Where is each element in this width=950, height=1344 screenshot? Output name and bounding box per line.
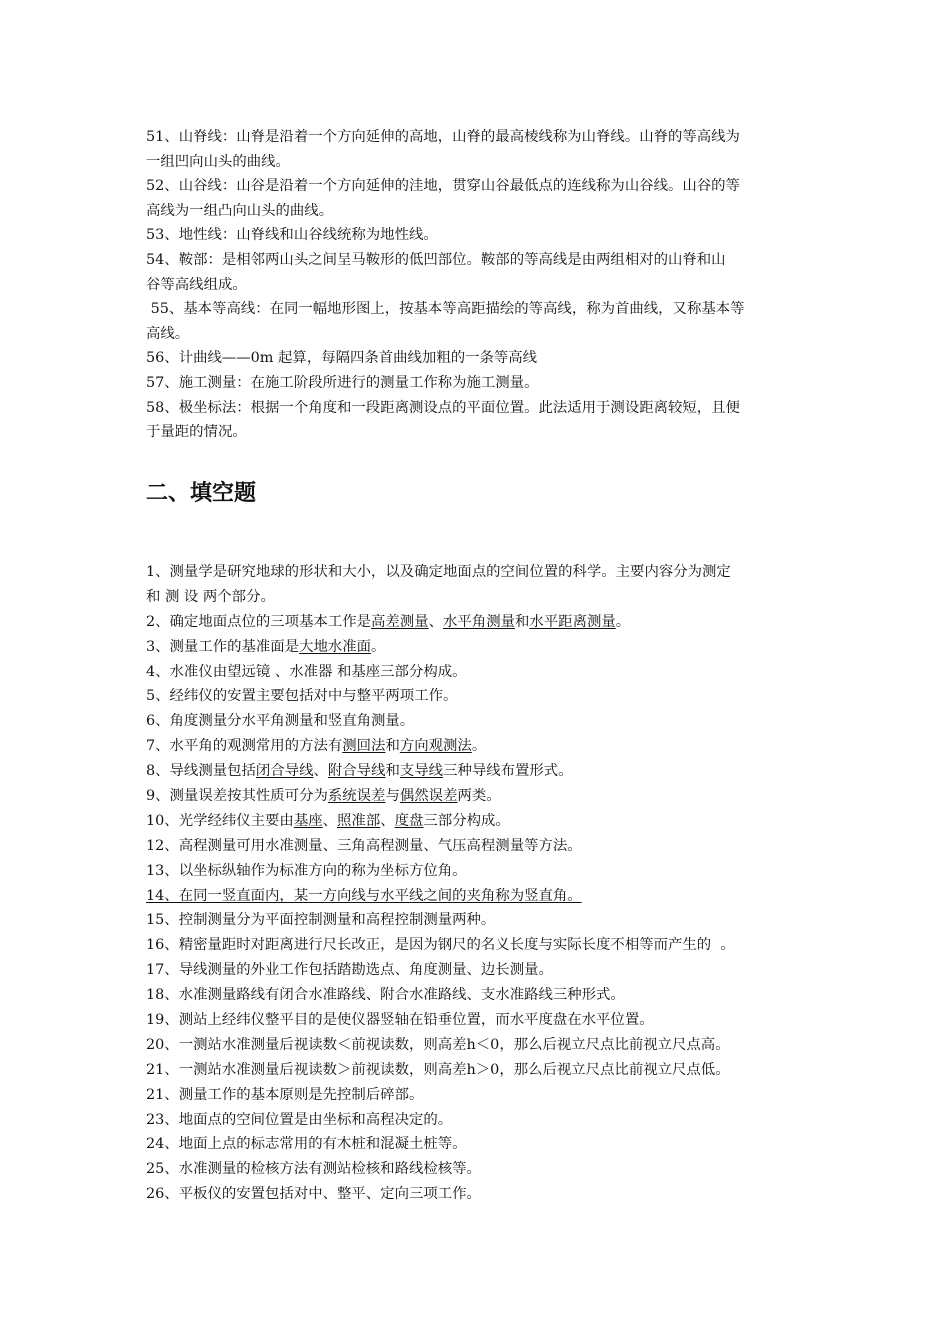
question-line: 15、控制测量分为平面控制测量和高程控制测量两种。 — [146, 912, 496, 929]
answer-underlined: 系统误差 — [327, 788, 386, 805]
definition-line: 56、计曲线——0m 起算，每隔四条首曲线加粗的一条等高线 — [146, 350, 538, 367]
definition-line: 高线为一组凸向山头的曲线。 — [146, 202, 334, 219]
answer-underlined: 照准部 — [337, 812, 381, 829]
answer-underlined: 大地水准面 — [299, 638, 372, 655]
question-line: 13、以坐标纵轴作为标准方向的称为坐标方位角。 — [146, 862, 467, 879]
question-text: 与 — [385, 788, 400, 805]
question-text: 、 — [322, 812, 338, 829]
question-line: 12、高程测量可用水准测量、三角高程测量、气压高程测量等方法。 — [146, 837, 582, 854]
question-line: 23、地面点的空间位置是由坐标和高程决定的。 — [146, 1111, 453, 1128]
question-text: 2、确定地面点位的三项基本工作是 — [146, 613, 372, 630]
question-text: 三部分构成。 — [423, 812, 510, 829]
section-heading: 二、填空题 — [146, 481, 257, 506]
definition-line: 58、极坐标法：根据一个角度和一段距离测设点的平面位置。此法适用于测设距离较短，且便 — [146, 399, 740, 416]
question-text: 7、水平角的观测常用的方法有 — [146, 738, 343, 755]
definition-line: 谷等高线组成。 — [146, 276, 247, 293]
question-line: 16、精密量距时对距离进行尺长改正，是因为钢尺的名义长度与实际长度不相等而产生的 。 — [146, 937, 735, 954]
fill-in-list — [146, 560, 826, 1207]
question-text: 和 — [385, 763, 400, 780]
question-line: 19、测站上经纬仪整平目的是使仪器竖轴在铅垂位置，而水平度盘在水平位置。 — [146, 1012, 654, 1029]
question-text: 、 — [380, 812, 395, 829]
question-line: 21、一测站水准测量后视读数＞前视读数，则高差h＞0，那么后视立尺点比前视立尺点低。 — [146, 1061, 730, 1078]
question-line: 25、水准测量的检核方法有测站检核和路线检核等。 — [146, 1161, 481, 1178]
question-text: 三种导线布置形式。 — [443, 763, 573, 780]
question-line: 18、水准测量路线有闭合水准路线、附合水准路线、支水准路线三种形式。 — [146, 987, 625, 1004]
definition-line: 54、鞍部：是相邻两山头之间呈马鞍形的低凹部位。鞍部的等高线是由两组相对的山脊和山 — [146, 251, 726, 268]
question-line: 17、导线测量的外业工作包括踏勘选点、角度测量、边长测量。 — [146, 962, 553, 979]
question-text: 、 — [428, 613, 444, 630]
question-line: 20、一测站水准测量后视读数＜前视读数，则高差h＜0，那么后视立尺点比前视立尺点高。 — [146, 1036, 730, 1053]
question-text: 两类。 — [457, 788, 501, 805]
answer-underlined: 基座 — [293, 812, 323, 829]
definition-line: 52、山谷线：山谷是沿着一个方向延伸的洼地，贯穿山谷最低点的连线称为山谷线。山谷的等 — [146, 178, 740, 195]
answer-underlined: 14、在同一竖直面内，某一方向线与水平线之间的夹角称为竖直角。 — [146, 887, 582, 904]
question-line: 26、平板仪的安置包括对中、整平、定向三项工作。 — [146, 1186, 481, 1203]
question-text: 3、测量工作的基准面是 — [146, 638, 300, 655]
answer-underlined: 度盘 — [394, 812, 424, 829]
definition-line: 57、施工测量：在施工阶段所进行的测量工作称为施工测量。 — [146, 374, 539, 391]
definition-line: 53、地性线：山脊线和山谷线统称为地性线。 — [146, 227, 438, 244]
question-text: 。 — [615, 613, 631, 630]
answer-underlined: 测回法 — [342, 738, 386, 755]
question-text: 。 — [471, 738, 487, 755]
question-text: 、 — [313, 763, 328, 780]
question-line: 4、水准仪由望远镜 、水准器 和基座三部分构成。 — [146, 663, 467, 680]
answer-underlined: 水平角测量 — [443, 613, 515, 630]
question-line: 24、地面上点的标志常用的有木桩和混凝土桩等。 — [146, 1136, 467, 1153]
question-line: 5、经纬仪的安置主要包括对中与整平两项工作。 — [146, 688, 458, 705]
definition-line: 高线。 — [146, 325, 190, 342]
question-text: 和 — [385, 738, 400, 755]
definition-line: 一组凹向山头的曲线。 — [146, 153, 290, 170]
answer-underlined: 水平距离测量 — [529, 613, 616, 630]
definition-line: 于量距的情况。 — [146, 424, 247, 441]
question-line — [146, 610, 826, 635]
answer-underlined: 高差测量 — [371, 613, 429, 630]
definition-line: 55、基本等高线：在同一幅地形图上，按基本等高距描绘的等高线，称为首曲线，又称基本等 — [146, 301, 745, 318]
answer-underlined: 附合导线 — [327, 763, 386, 780]
answer-underlined: 方向观测法 — [399, 738, 472, 755]
question-text: 9、测量误差按其性质可分为 — [146, 788, 328, 805]
question-line: 和 测 设 两个部分。 — [146, 588, 275, 605]
question-line: 1、测量学是研究地球的形状和大小，以及确定地面点的空间位置的科学。主要内容分为测定 — [146, 564, 731, 580]
answer-underlined: 闭合导线 — [255, 763, 314, 780]
question-text: 10、光学经纬仪主要由 — [146, 812, 294, 829]
question-line: 6、角度测量分水平角测量和竖直角测量。 — [146, 713, 415, 730]
question-text: 。 — [371, 638, 386, 655]
answer-underlined: 支导线 — [399, 763, 444, 780]
answer-underlined: 偶然误差 — [399, 788, 458, 805]
question-line — [146, 809, 826, 834]
question-line — [146, 759, 826, 784]
question-line — [146, 884, 826, 909]
question-line — [146, 784, 826, 809]
definition-line: 51、山脊线：山脊是沿着一个方向延伸的高地，山脊的最高棱线称为山脊线。山脊的等高线为 — [146, 129, 740, 145]
question-text: 和 — [514, 613, 530, 630]
definitions-list — [146, 125, 814, 445]
question-line — [146, 734, 826, 759]
question-line: 21、测量工作的基本原则是先控制后碎部。 — [146, 1086, 424, 1103]
question-line — [146, 635, 826, 660]
question-text: 8、导线测量包括 — [146, 763, 256, 780]
